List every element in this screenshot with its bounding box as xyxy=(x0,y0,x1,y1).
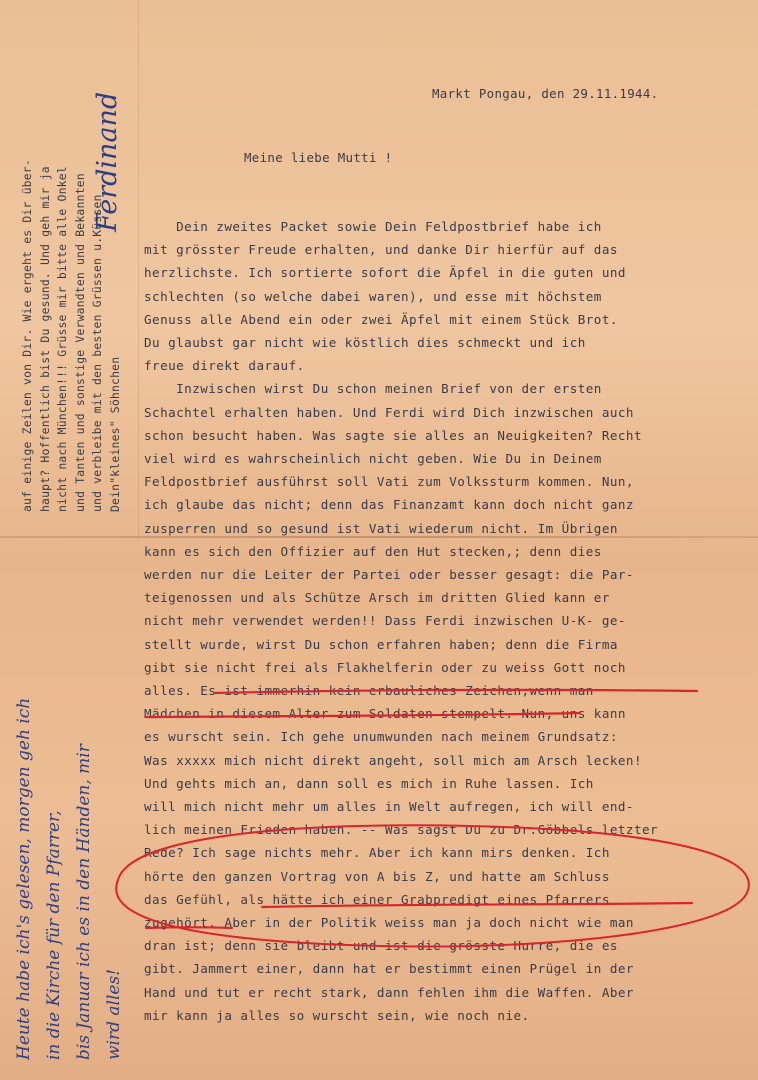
body-line: Was xxxxx mich nicht direkt angeht, soll mich am Arsch lecken! xyxy=(144,752,642,768)
body-line: teigenossen und als Schütze Arsch im dritten Glied kann er xyxy=(144,590,610,606)
body-line: Und gehts mich an, dann soll es mich in Ruhe lassen. Ich xyxy=(144,775,594,791)
red-underline-2 xyxy=(146,713,580,717)
body-line: werden nur die Leiter der Partei oder besser gesagt: die Par- xyxy=(144,567,634,582)
body-line: Hand und tut er recht stark, dann fehlen ihm die Waffen. Aber xyxy=(144,984,634,1000)
body-line: das Gefühl, als hätte ich einer Grabpredigt eines Pfarrers xyxy=(144,891,610,907)
red-underline-1 xyxy=(214,690,697,693)
letter-greeting: Meine liebe Mutti ! xyxy=(244,150,393,165)
body-line: Schachtel erhalten haben. Und Ferdi wird Dich inzwischen auch xyxy=(144,404,634,420)
body-line: schlechten (so welche dabei waren), und esse mit höchstem xyxy=(144,288,602,304)
body-line: stellt wurde, wirst Du schon erfahren haben; denn die Firma xyxy=(144,636,618,652)
margin-typed-line: nicht nach München!!! Grüsse mir bitte alle Onkel xyxy=(55,166,70,512)
margin-typed-line: haupt? Hoffentlich bist Du gesund. Und geh mir ja xyxy=(37,166,52,512)
body-line: herzlichste. Ich sortierte sofort die Äpfel in die guten und xyxy=(144,265,626,281)
body-line: Feldpostbrief ausführst soll Vati zum Volkssturm kommen. Nun, xyxy=(144,474,634,490)
body-line: hörte den ganzen Vortrag von A bis Z, und hatte am Schluss xyxy=(144,868,610,884)
handwritten-line: in die Kirche für den Pfarrer, xyxy=(44,810,64,1060)
body-line: dran ist; denn sie bleibt und ist die grösste Hurre, die es xyxy=(144,938,618,954)
body-line: alles. Es ist immerhin kein erbauliches Zeichen,wenn man xyxy=(144,683,594,698)
body-line: freue direkt darauf. xyxy=(144,358,305,374)
body-line: mir kann ja alles so wurscht sein, wie noch nie. xyxy=(144,1007,530,1023)
handwritten-line: Heute habe ich's gelesen, morgen geh ich xyxy=(14,697,34,1060)
body-line: schon besucht haben. Was sagte sie alles an Neuigkeiten? Recht xyxy=(144,427,642,443)
body-line: zugehört. Aber in der Politik weiss man ja doch nicht wie man xyxy=(144,915,634,930)
body-line: Du glaubst gar nicht wie köstlich dies schmeckt und ich xyxy=(144,335,586,350)
body-line: Genuss alle Abend ein oder zwei Äpfel mit einem Stück Brot. xyxy=(144,311,618,327)
letter-date: Markt Pongau, den 29.11.1944. xyxy=(432,86,659,101)
body-line: will mich nicht mehr um alles in Welt aufregen, ich will end- xyxy=(144,799,634,814)
body-line: Inzwischen wirst Du schon meinen Brief von der ersten xyxy=(144,381,602,397)
margin-typed-line: auf einige Zeilen von Dir. Wie ergeht es Dir über- xyxy=(20,159,34,512)
body-line: Mädchen in diesem Alter zum Soldaten stempelt. Nun, uns kann xyxy=(144,706,626,722)
body-line: viel wird es wahrscheinlich nicht geben. Wie Du in Deinem xyxy=(144,451,602,466)
body-line: nicht mehr verwendet werden!! Dass Ferdi inzwischen U-K- ge- xyxy=(144,613,626,629)
body-line: kann es sich den Offizier auf den Hut stecken,; denn dies xyxy=(144,543,602,559)
handwritten-line: bis Januar ich es in den Händen, mir xyxy=(74,744,94,1060)
body-line: es wurscht sein. Ich gehe unumwunden nach meinem Grundsatz: xyxy=(144,729,618,745)
handwritten-signature: Ferdinand xyxy=(92,91,123,232)
handwritten-line: wird alles! xyxy=(104,968,124,1060)
body-line: Dein zweites Packet sowie Dein Feldpostbrief habe ich xyxy=(144,219,602,234)
margin-typed-line: und verbleibe mit den besten Grüssen u.Küssen xyxy=(90,194,105,512)
body-line: zusperren und so gesund ist Vati wiederum nicht. Im Übrigen xyxy=(144,520,618,536)
red-underline-3 xyxy=(262,903,692,907)
body-line: lich meinen Frieden haben. -- Was sagst Du zu Dr.Göbbels letzter xyxy=(144,822,659,838)
margin-typed-line: Dein"kleines" Söhnchen xyxy=(108,356,122,512)
margin-typed-line: und Tanten und sonstige Verwandten und Bekannten xyxy=(72,173,87,512)
red-underline-4 xyxy=(146,927,232,928)
body-line: Rede? Ich sage nichts mehr. Aber ich kann mirs denken. Ich xyxy=(144,845,610,861)
body-line: gibt. Jammert einer, dann hat er bestimmt einen Prügel in der xyxy=(144,961,634,977)
body-line: ich glaube das nicht; denn das Finanzamt kann doch nicht ganz xyxy=(144,497,634,513)
body-line: mit grösster Freude erhalten, und danke Dir hierfür auf das xyxy=(144,242,618,258)
body-line: gibt sie nicht frei als Flakhelferin oder zu weiss Gott noch xyxy=(144,659,626,675)
